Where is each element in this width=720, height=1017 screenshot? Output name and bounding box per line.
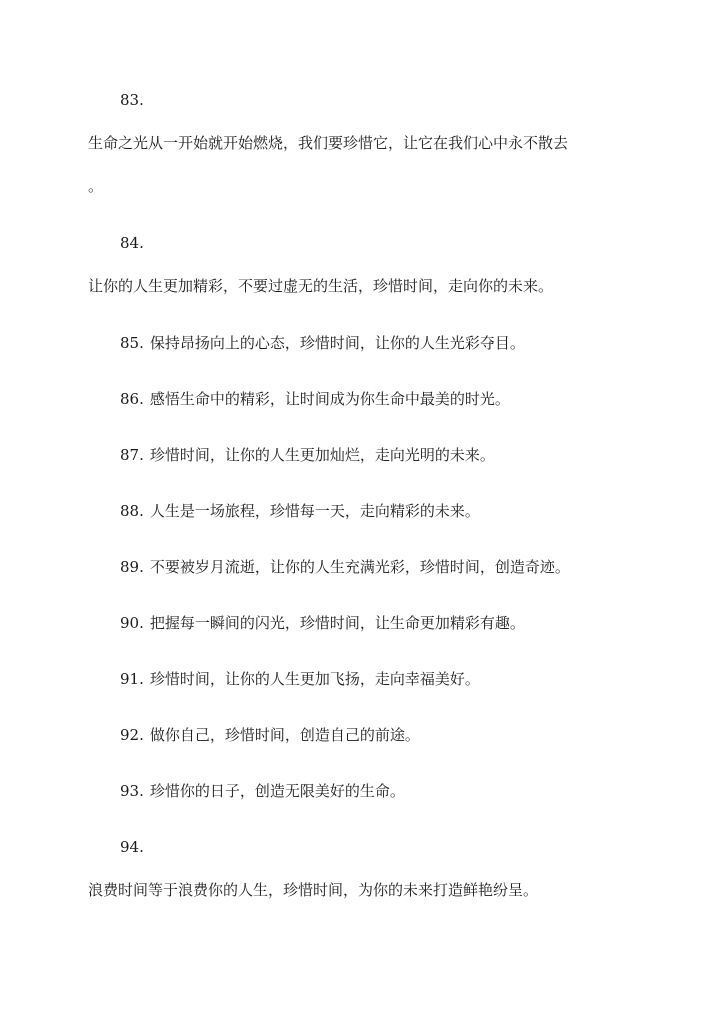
item-89-text: 不要被岁月流逝，让你的人生充满光彩，珍惜时间，创造奇迹。 xyxy=(149,558,570,576)
item-91-text: 珍惜时间，让你的人生更加飞扬，走向幸福美好。 xyxy=(149,670,480,688)
item-90-text: 把握每一瞬间的闪光，珍惜时间，让生命更加精彩有趣。 xyxy=(149,614,525,632)
item-85-number: 85. xyxy=(120,334,144,352)
item-85 xyxy=(120,333,525,353)
item-93-number: 93. xyxy=(120,782,144,800)
item-94-text: 浪费时间等于浪费你的人生，珍惜时间，为你的未来打造鲜艳纷呈。 xyxy=(88,881,539,899)
item-85-text: 保持昂扬向上的心态，珍惜时间，让你的人生光彩夺目。 xyxy=(149,334,525,352)
item-91-number: 91. xyxy=(120,670,144,688)
item-87-text: 珍惜时间，让你的人生更加灿烂，走向光明的未来。 xyxy=(149,446,495,464)
item-87-number: 87. xyxy=(120,446,144,464)
item-90 xyxy=(120,613,525,633)
item-90-number: 90. xyxy=(120,614,144,632)
item-86 xyxy=(120,389,510,409)
item-91 xyxy=(120,669,480,689)
item-92 xyxy=(120,725,420,745)
item-83-text-continuation: 。 xyxy=(88,177,104,195)
item-94-number: 94. xyxy=(120,838,144,856)
item-83-number: 83. xyxy=(120,91,144,109)
item-89 xyxy=(120,557,570,577)
item-92-text: 做你自己，珍惜时间，创造自己的前途。 xyxy=(149,726,420,744)
item-88-text: 人生是一场旅程，珍惜每一天，走向精彩的未来。 xyxy=(149,502,480,520)
item-87 xyxy=(120,445,495,465)
item-86-text: 感悟生命中的精彩，让时间成为你生命中最美的时光。 xyxy=(149,390,510,408)
item-93-text: 珍惜你的日子，创造无限美好的生命。 xyxy=(149,782,405,800)
item-88 xyxy=(120,501,480,521)
item-86-number: 86. xyxy=(120,390,144,408)
item-89-number: 89. xyxy=(120,558,144,576)
item-93 xyxy=(120,781,405,801)
item-92-number: 92. xyxy=(120,726,144,744)
item-88-number: 88. xyxy=(120,502,144,520)
item-84-number: 84. xyxy=(120,234,144,252)
item-83-text: 生命之光从一开始就开始燃烧，我们要珍惜它，让它在我们心中永不散去 xyxy=(88,134,569,152)
item-84-text: 让你的人生更加精彩，不要过虚无的生活，珍惜时间，走向你的未来。 xyxy=(88,277,554,295)
